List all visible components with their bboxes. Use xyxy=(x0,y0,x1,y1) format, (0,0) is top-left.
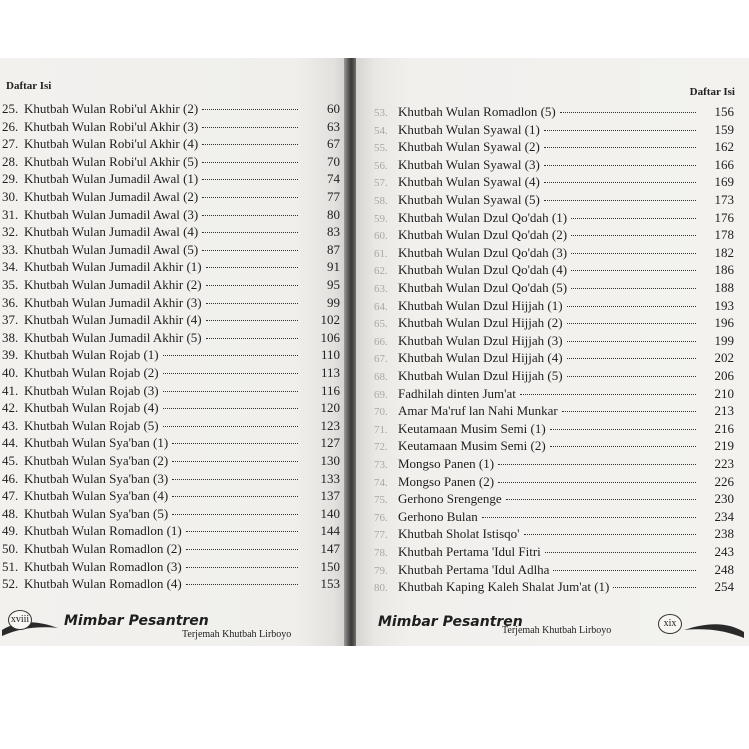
toc-entry-page: 243 xyxy=(714,544,734,559)
toc-entry-title: Khutbah Wulan Dzul Hijjah (2) xyxy=(398,315,563,331)
toc-entry-page: 219 xyxy=(714,438,734,454)
toc-entry-number: 68. xyxy=(374,371,388,383)
left-page-header: Daftar Isi xyxy=(6,80,52,92)
toc-entry-number: 28. xyxy=(2,153,19,169)
toc-entry-title: Gerhono Bulan xyxy=(398,508,478,524)
toc-entry-number: 63. xyxy=(374,283,388,295)
toc-entry-title: Khutbah Wulan Dzul Hijjah (3) xyxy=(398,332,563,348)
toc-entry-number: 42. xyxy=(2,400,19,416)
toc-entry xyxy=(374,245,734,263)
dot-leader xyxy=(544,164,696,166)
toc-entry-page: 169 xyxy=(714,174,734,190)
toc-entry-number: 54. xyxy=(374,124,388,137)
toc-entry-number: 77. xyxy=(374,529,388,542)
toc-entry xyxy=(2,295,340,313)
toc-entry-number: 53. xyxy=(374,107,388,119)
right-page-numeral: xix xyxy=(658,614,682,634)
dot-leader xyxy=(567,322,696,324)
toc-entry-title: Khutbah Sholat Istisqo' xyxy=(398,526,520,542)
toc-entry-page: 178 xyxy=(714,227,734,243)
left-page xyxy=(0,58,348,646)
toc-entry xyxy=(2,559,340,577)
toc-entry-number: 25. xyxy=(2,101,19,116)
toc-entry xyxy=(374,421,734,439)
toc-entry-title: Khutbah Wulan Sya'ban (4) xyxy=(24,488,169,504)
dot-leader xyxy=(163,372,298,374)
toc-entry-number: 66. xyxy=(374,335,388,348)
toc-entry-title: Khutbah Wulan Syawal (4) xyxy=(398,174,540,190)
toc-entry-number: 76. xyxy=(374,511,388,524)
toc-entry-title: Khutbah Wulan Jumadil Awal (5) xyxy=(24,241,199,257)
toc-entry-number: 56. xyxy=(374,159,388,172)
toc-entry-title: Khutbah Wulan Robi'ul Akhir (3) xyxy=(24,118,199,134)
toc-entry-page: 166 xyxy=(714,156,734,172)
toc-entry-title: Khutbah Wulan Syawal (3) xyxy=(398,156,540,172)
dot-leader xyxy=(172,460,298,462)
toc-entry-title: Khutbah Wulan Jumadil Akhir (5) xyxy=(24,329,202,345)
toc-entry-title: Khutbah Pertama 'Idul Adlha xyxy=(398,561,550,577)
dot-leader xyxy=(550,445,696,447)
toc-entry-title: Khutbah Wulan Romadlon (2) xyxy=(24,541,182,556)
toc-entry-title: Khutbah Wulan Jumadil Akhir (2) xyxy=(24,277,202,292)
toc-entry-number: 39. xyxy=(2,347,19,363)
toc-entry-title: Khutbah Wulan Sya'ban (2) xyxy=(24,453,169,468)
toc-entry-number: 48. xyxy=(2,505,19,521)
dot-leader xyxy=(567,375,696,377)
toc-entry xyxy=(374,227,734,245)
toc-entry-number: 31. xyxy=(2,206,19,222)
toc-entry-title: Khutbah Wulan Dzul Qo'dah (3) xyxy=(398,244,568,260)
toc-entry xyxy=(2,330,340,348)
toc-entry xyxy=(374,192,734,210)
toc-entry-page: 77 xyxy=(327,189,340,204)
dot-leader xyxy=(571,287,696,289)
toc-entry-number: 40. xyxy=(2,365,19,380)
toc-entry-title: Khutbah Wulan Rojab (5) xyxy=(24,417,159,433)
toc-entry xyxy=(374,262,734,280)
dot-leader xyxy=(202,126,298,128)
toc-entry-number: 62. xyxy=(374,265,388,278)
dot-leader xyxy=(520,393,696,395)
toc-entry-page: 95 xyxy=(327,277,340,292)
dot-leader xyxy=(202,161,298,163)
toc-entry-number: 60. xyxy=(374,230,388,243)
toc-entry-number: 72. xyxy=(374,441,388,454)
toc-entry-page: 226 xyxy=(714,473,734,489)
toc-entry-title: Keutamaan Musim Semi (2) xyxy=(398,438,546,454)
toc-entry-title: Khutbah Wulan Dzul Qo'dah (2) xyxy=(398,227,568,243)
toc-entry-number: 65. xyxy=(374,318,388,331)
toc-entry-page: 140 xyxy=(320,505,340,521)
toc-entry xyxy=(2,471,340,489)
dot-leader xyxy=(544,199,696,201)
dot-leader xyxy=(163,425,298,427)
toc-entry-page: 99 xyxy=(327,294,340,310)
toc-entry-title: Khutbah Wulan Sya'ban (3) xyxy=(24,470,169,486)
toc-entry-page: 254 xyxy=(714,579,734,595)
toc-entry-title: Khutbah Wulan Dzul Hijjah (5) xyxy=(398,368,563,383)
toc-entry-page: 159 xyxy=(714,121,734,137)
toc-entry xyxy=(2,171,340,189)
toc-entry xyxy=(374,104,734,122)
toc-entry-title: Khutbah Wulan Rojab (1) xyxy=(24,347,159,363)
toc-entry xyxy=(2,365,340,383)
swoosh-ornament-icon xyxy=(682,618,746,642)
dot-leader xyxy=(202,108,298,110)
toc-entry-page: 238 xyxy=(714,526,734,542)
dot-leader xyxy=(506,498,696,500)
dot-leader xyxy=(545,551,696,553)
open-book xyxy=(0,58,749,646)
toc-entry-number: 29. xyxy=(2,171,19,187)
toc-entry-page: 91 xyxy=(327,259,340,275)
dot-leader xyxy=(186,583,298,585)
toc-entry-number: 70. xyxy=(374,406,388,419)
toc-entry xyxy=(2,383,340,401)
toc-entry-number: 38. xyxy=(2,329,19,345)
toc-entry xyxy=(2,453,340,471)
toc-entry-page: 173 xyxy=(714,192,734,207)
toc-entry-page: 186 xyxy=(714,262,734,278)
toc-entry-page: 83 xyxy=(327,224,340,240)
toc-entry xyxy=(374,403,734,421)
dot-leader xyxy=(553,569,696,571)
toc-entry xyxy=(2,242,340,260)
toc-entry-page: 144 xyxy=(320,523,340,539)
toc-entry-number: 57. xyxy=(374,177,388,190)
toc-entry xyxy=(374,368,734,386)
toc-entry-title: Khutbah Wulan Romadlon (4) xyxy=(24,576,182,592)
dot-leader xyxy=(524,533,696,535)
dot-leader xyxy=(163,407,298,409)
toc-entry-page: 123 xyxy=(320,417,340,433)
toc-entry-page: 156 xyxy=(714,104,734,119)
right-page xyxy=(356,58,749,646)
toc-entry-page: 230 xyxy=(714,491,734,507)
toc-entry-page: 80 xyxy=(327,206,340,222)
dot-leader xyxy=(206,266,298,268)
toc-entry-page: 113 xyxy=(320,365,340,380)
toc-entry xyxy=(2,207,340,225)
toc-entry-number: 59. xyxy=(374,212,388,225)
toc-entry-page: 206 xyxy=(714,368,734,383)
toc-entry xyxy=(374,122,734,140)
toc-entry-page: 162 xyxy=(714,139,734,155)
toc-entry xyxy=(2,523,340,541)
toc-entry xyxy=(374,280,734,298)
toc-entry-page: 60 xyxy=(327,101,340,116)
toc-entry-title: Khutbah Wulan Sya'ban (1) xyxy=(24,435,169,451)
dot-leader xyxy=(202,178,298,180)
dot-leader xyxy=(498,481,696,483)
toc-entry-page: 234 xyxy=(714,508,734,524)
toc-entry xyxy=(374,456,734,474)
toc-entry-number: 45. xyxy=(2,453,19,468)
toc-entry-number: 43. xyxy=(2,417,19,433)
dot-leader xyxy=(206,337,298,339)
toc-entry xyxy=(374,474,734,492)
toc-entry-title: Khutbah Kaping Kaleh Shalat Jum'at (1) xyxy=(398,579,610,595)
toc-entry-page: 67 xyxy=(327,136,340,152)
toc-entry xyxy=(2,418,340,436)
toc-entry xyxy=(374,210,734,228)
toc-entry-title: Khutbah Wulan Jumadil Awal (4) xyxy=(24,224,199,240)
toc-entry xyxy=(374,139,734,157)
toc-entry-page: 120 xyxy=(320,400,340,416)
toc-entry-number: 79. xyxy=(374,564,388,577)
left-footer-brand: Mimbar Pesantren xyxy=(64,613,209,629)
left-page-numeral: xviii xyxy=(8,610,32,630)
toc-entry-title: Khutbah Wulan Dzul Hijjah (1) xyxy=(398,297,563,313)
toc-entry-number: 46. xyxy=(2,470,19,486)
dot-leader xyxy=(202,231,298,233)
dot-leader xyxy=(202,214,298,216)
toc-entry-number: 67. xyxy=(374,353,388,366)
toc-entry-title: Khutbah Wulan Jumadil Awal (2) xyxy=(24,189,199,204)
toc-entry-page: 199 xyxy=(714,332,734,348)
toc-entry-page: 102 xyxy=(320,312,340,328)
toc-entry xyxy=(2,154,340,172)
dot-leader xyxy=(172,513,298,515)
toc-entry xyxy=(374,579,734,597)
dot-leader xyxy=(571,217,696,219)
toc-entry xyxy=(2,541,340,559)
toc-entry xyxy=(2,506,340,524)
toc-entry xyxy=(374,333,734,351)
toc-entry-title: Khutbah Wulan Jumadil Awal (3) xyxy=(24,206,199,222)
toc-entry xyxy=(374,315,734,333)
toc-entry-title: Khutbah Wulan Jumadil Akhir (3) xyxy=(24,294,202,310)
toc-entry-page: 153 xyxy=(320,576,340,592)
toc-entry-page: 116 xyxy=(320,382,340,398)
toc-entry-title: Mongso Panen (1) xyxy=(398,456,495,471)
dot-leader xyxy=(163,354,298,356)
toc-entry-number: 50. xyxy=(2,541,19,556)
dot-leader xyxy=(571,252,696,254)
toc-entry-title: Khutbah Wulan Robi'ul Akhir (4) xyxy=(24,136,199,152)
toc-entry-number: 30. xyxy=(2,189,19,204)
toc-entry-number: 61. xyxy=(374,247,388,260)
toc-entry-title: Khutbah Wulan Dzul Qo'dah (1) xyxy=(398,209,568,225)
toc-entry xyxy=(374,386,734,404)
dot-leader xyxy=(206,284,298,286)
toc-entry-page: 127 xyxy=(320,435,340,451)
dot-leader xyxy=(571,234,696,236)
toc-entry-page: 150 xyxy=(320,558,340,574)
toc-entry xyxy=(2,488,340,506)
toc-entry-number: 74. xyxy=(374,476,388,489)
dot-leader xyxy=(498,463,696,465)
dot-leader xyxy=(202,249,298,251)
dot-leader xyxy=(562,410,696,412)
dot-leader xyxy=(567,357,696,359)
dot-leader xyxy=(567,340,696,342)
dot-leader xyxy=(482,516,696,518)
toc-entry xyxy=(374,562,734,580)
toc-entry-number: 33. xyxy=(2,241,19,257)
toc-entry-title: Khutbah Pertama 'Idul Fitri xyxy=(398,544,541,559)
dot-leader xyxy=(163,390,298,392)
toc-entry-number: 41. xyxy=(2,382,19,398)
toc-entry-title: Khutbah Wulan Dzul Qo'dah (4) xyxy=(398,262,568,278)
toc-entry-page: 213 xyxy=(714,403,734,419)
toc-entry-page: 210 xyxy=(714,385,734,401)
toc-entry-page: 130 xyxy=(320,453,340,468)
toc-entry-title: Khutbah Wulan Rojab (3) xyxy=(24,382,159,398)
toc-entry-title: Khutbah Wulan Dzul Qo'dah (5) xyxy=(398,280,568,295)
dot-leader xyxy=(544,181,696,183)
toc-entry-page: 248 xyxy=(714,561,734,577)
toc-entry xyxy=(374,174,734,192)
dot-leader xyxy=(172,495,298,497)
toc-entry xyxy=(374,544,734,562)
right-footer-subtitle: Terjemah Khutbah Lirboyo xyxy=(502,625,612,636)
dot-leader xyxy=(571,269,696,271)
toc-entry-title: Khutbah Wulan Sya'ban (5) xyxy=(24,505,169,521)
toc-entry xyxy=(2,312,340,330)
toc-entry-number: 58. xyxy=(374,195,388,207)
toc-entry-page: 188 xyxy=(714,280,734,295)
toc-entry-number: 75. xyxy=(374,494,388,507)
toc-entry-page: 110 xyxy=(320,347,340,363)
toc-entry-title: Khutbah Wulan Romadlon (1) xyxy=(24,523,182,539)
dot-leader xyxy=(560,111,696,113)
toc-entry-number: 44. xyxy=(2,435,19,451)
toc-entry xyxy=(2,347,340,365)
dot-leader xyxy=(206,302,298,304)
toc-entry xyxy=(2,119,340,137)
toc-entry-page: 63 xyxy=(327,118,340,134)
toc-entry-title: Khutbah Wulan Jumadil Akhir (4) xyxy=(24,312,202,328)
toc-entry-number: 69. xyxy=(374,388,388,401)
toc-entry xyxy=(2,277,340,295)
toc-entry xyxy=(2,101,340,119)
toc-entry-number: 36. xyxy=(2,294,19,310)
toc-entry-number: 27. xyxy=(2,136,19,152)
toc-entry-number: 32. xyxy=(2,224,19,240)
toc-entry-page: 202 xyxy=(714,350,734,366)
toc-entry-number: 80. xyxy=(374,582,388,595)
toc-entry xyxy=(374,350,734,368)
toc-entry xyxy=(2,189,340,207)
toc-entry xyxy=(2,259,340,277)
toc-entry-title: Khutbah Wulan Syawal (5) xyxy=(398,192,540,207)
toc-entry-number: 34. xyxy=(2,259,19,275)
toc-entry xyxy=(2,136,340,154)
toc-entry-number: 47. xyxy=(2,488,19,504)
left-footer-subtitle: Terjemah Khutbah Lirboyo xyxy=(182,629,292,640)
toc-entry-number: 78. xyxy=(374,547,388,559)
toc-entry-number: 35. xyxy=(2,277,19,292)
dot-leader xyxy=(613,586,696,588)
toc-entry-page: 137 xyxy=(320,488,340,504)
toc-entry-page: 216 xyxy=(714,420,734,436)
toc-entry-page: 196 xyxy=(714,315,734,331)
toc-entry-page: 87 xyxy=(327,241,340,257)
toc-entry xyxy=(2,400,340,418)
toc-entry xyxy=(2,224,340,242)
toc-entry-title: Khutbah Wulan Rojab (2) xyxy=(24,365,159,380)
toc-entry-title: Keutamaan Musim Semi (1) xyxy=(398,420,546,436)
toc-entry-page: 223 xyxy=(714,456,734,471)
right-page-header: Daftar Isi xyxy=(689,86,735,98)
toc-entry-title: Fadhilah dinten Jum'at xyxy=(398,385,516,401)
toc-entry-page: 176 xyxy=(714,209,734,225)
toc-entry-title: Mongso Panen (2) xyxy=(398,473,495,489)
dot-leader xyxy=(172,478,298,480)
dot-leader xyxy=(544,146,696,148)
dot-leader xyxy=(186,548,298,550)
toc-entry-page: 106 xyxy=(320,329,340,345)
toc-entry-title: Khutbah Wulan Jumadil Akhir (1) xyxy=(24,259,202,275)
toc-entry-title: Khutbah Wulan Dzul Hijjah (4) xyxy=(398,350,563,366)
toc-entry xyxy=(374,298,734,316)
toc-entry-title: Khutbah Wulan Robi'ul Akhir (2) xyxy=(24,101,199,116)
toc-entry xyxy=(374,526,734,544)
dot-leader xyxy=(567,305,696,307)
toc-entry-title: Khutbah Wulan Romadlon (5) xyxy=(398,104,556,119)
toc-entry-title: Gerhono Srengenge xyxy=(398,491,502,507)
dot-leader xyxy=(186,530,298,532)
toc-entry-title: Khutbah Wulan Rojab (4) xyxy=(24,400,159,416)
toc-entry-title: Amar Ma'ruf lan Nahi Munkar xyxy=(398,403,558,419)
toc-entry-number: 71. xyxy=(374,423,388,436)
toc-entry-page: 182 xyxy=(714,244,734,260)
toc-entry-page: 74 xyxy=(327,171,340,187)
toc-entry xyxy=(2,435,340,453)
toc-entry xyxy=(374,509,734,527)
toc-entry-title: Khutbah Wulan Syawal (2) xyxy=(398,139,540,155)
toc-entry xyxy=(374,491,734,509)
toc-entry-number: 49. xyxy=(2,523,19,539)
dot-leader xyxy=(550,428,696,430)
dot-leader xyxy=(206,319,298,321)
toc-entry-page: 70 xyxy=(327,153,340,169)
toc-entry-page: 193 xyxy=(714,297,734,313)
dot-leader xyxy=(186,566,298,568)
dot-leader xyxy=(202,196,298,198)
toc-entry-page: 133 xyxy=(320,470,340,486)
toc-entry-number: 52. xyxy=(2,576,19,592)
toc-entry-number: 55. xyxy=(374,142,388,155)
dot-leader xyxy=(202,143,298,145)
dot-leader xyxy=(172,442,298,444)
toc-entry xyxy=(374,438,734,456)
toc-entry xyxy=(2,576,340,594)
toc-entry-page: 147 xyxy=(320,541,340,556)
toc-entry-title: Khutbah Wulan Jumadil Awal (1) xyxy=(24,171,199,187)
toc-entry-title: Khutbah Wulan Syawal (1) xyxy=(398,121,540,137)
toc-entry-number: 37. xyxy=(2,312,19,328)
dot-leader xyxy=(544,129,696,131)
toc-entry-title: Khutbah Wulan Robi'ul Akhir (5) xyxy=(24,153,199,169)
toc-entry-number: 51. xyxy=(2,558,19,574)
toc-entry-number: 26. xyxy=(2,118,19,134)
toc-entry xyxy=(374,157,734,175)
toc-entry-number: 73. xyxy=(374,459,388,471)
toc-entry-title: Khutbah Wulan Romadlon (3) xyxy=(24,558,182,574)
right-footer-brand: Mimbar Pesantren xyxy=(378,614,523,630)
toc-entry-number: 64. xyxy=(374,300,388,313)
